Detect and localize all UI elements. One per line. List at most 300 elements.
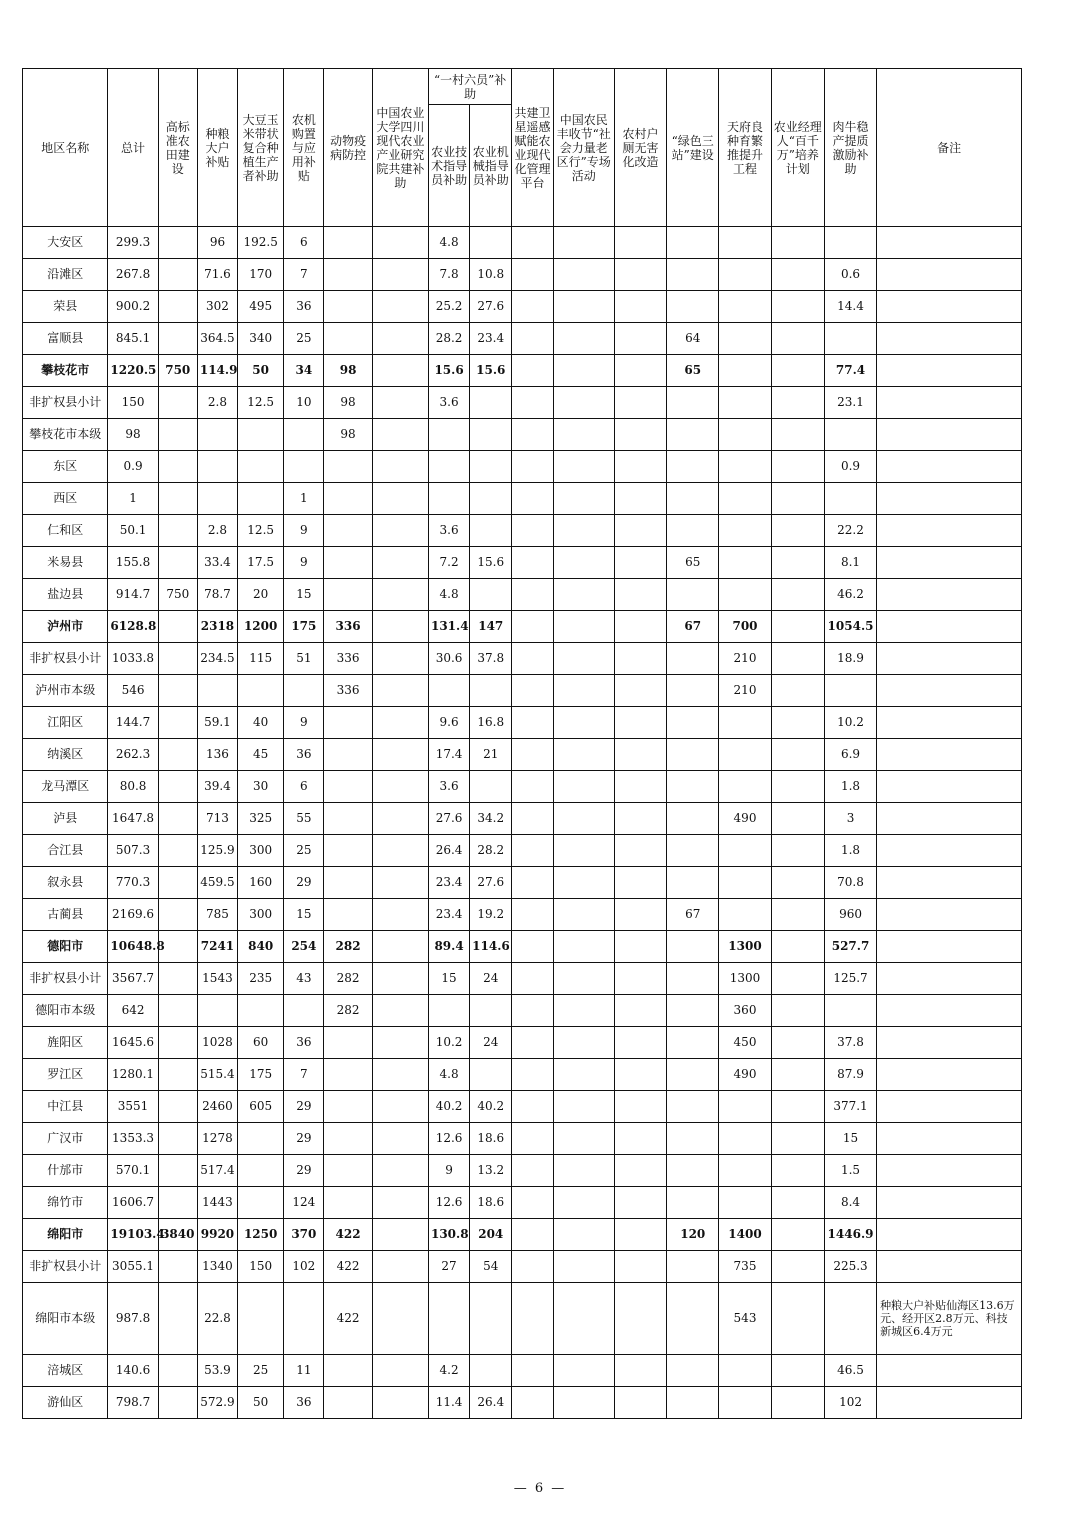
value-cell xyxy=(553,1187,614,1219)
value-cell: 336 xyxy=(324,675,372,707)
value-cell: 336 xyxy=(324,611,372,643)
value-cell xyxy=(372,899,428,931)
value-cell: 21 xyxy=(470,739,512,771)
value-cell: 300 xyxy=(238,835,284,867)
value-cell xyxy=(158,1155,197,1187)
value-cell: 262.3 xyxy=(108,739,158,771)
remark-cell xyxy=(877,419,1022,451)
value-cell xyxy=(512,1251,553,1283)
value-cell: 23.1 xyxy=(824,387,876,419)
region-name-cell: 罗江区 xyxy=(23,1059,108,1091)
value-cell: 840 xyxy=(238,931,284,963)
value-cell xyxy=(614,1059,666,1091)
value-cell xyxy=(324,867,372,899)
table-row xyxy=(23,803,1022,835)
table-row xyxy=(23,963,1022,995)
value-cell xyxy=(667,675,719,707)
value-cell xyxy=(158,995,197,1027)
value-cell: 1200 xyxy=(238,611,284,643)
value-cell xyxy=(614,451,666,483)
value-cell: 27.6 xyxy=(470,867,512,899)
value-cell: 114.9 xyxy=(197,355,237,387)
value-cell xyxy=(553,483,614,515)
value-cell: 65 xyxy=(667,547,719,579)
value-cell xyxy=(158,547,197,579)
value-cell: 25 xyxy=(238,1355,284,1387)
value-cell: 70.8 xyxy=(824,867,876,899)
value-cell: 2318 xyxy=(197,611,237,643)
value-cell xyxy=(824,227,876,259)
value-cell xyxy=(372,387,428,419)
value-cell xyxy=(553,867,614,899)
value-cell: 10 xyxy=(284,387,324,419)
header-toilet: 农村户厕无害化改造 xyxy=(614,69,666,227)
value-cell xyxy=(553,291,614,323)
region-name-cell: 非扩权县小计 xyxy=(23,1251,108,1283)
value-cell xyxy=(512,259,553,291)
remark-cell xyxy=(877,995,1022,1027)
value-cell xyxy=(614,1123,666,1155)
value-cell: 19.2 xyxy=(470,899,512,931)
value-cell: 33.4 xyxy=(197,547,237,579)
table-row xyxy=(23,355,1022,387)
value-cell xyxy=(614,1027,666,1059)
value-cell: 1645.6 xyxy=(108,1027,158,1059)
value-cell xyxy=(158,675,197,707)
value-cell: 1443 xyxy=(197,1187,237,1219)
value-cell: 517.4 xyxy=(197,1155,237,1187)
value-cell xyxy=(553,707,614,739)
value-cell xyxy=(771,707,824,739)
value-cell: 18.6 xyxy=(470,1187,512,1219)
value-cell xyxy=(324,259,372,291)
value-cell xyxy=(372,835,428,867)
value-cell xyxy=(238,1187,284,1219)
value-cell: 59.1 xyxy=(197,707,237,739)
value-cell xyxy=(512,835,553,867)
value-cell xyxy=(158,291,197,323)
value-cell xyxy=(771,611,824,643)
value-cell: 210 xyxy=(719,675,771,707)
region-name-cell: 荣县 xyxy=(23,291,108,323)
value-cell: 155.8 xyxy=(108,547,158,579)
value-cell: 24 xyxy=(470,1027,512,1059)
value-cell xyxy=(553,1219,614,1251)
value-cell: 125.9 xyxy=(197,835,237,867)
value-cell xyxy=(667,1251,719,1283)
value-cell xyxy=(771,771,824,803)
value-cell xyxy=(158,1059,197,1091)
value-cell xyxy=(614,963,666,995)
value-cell: 10.2 xyxy=(428,1027,469,1059)
value-cell: 267.8 xyxy=(108,259,158,291)
value-cell: 770.3 xyxy=(108,867,158,899)
table-row xyxy=(23,675,1022,707)
value-cell xyxy=(197,483,237,515)
value-cell: 1 xyxy=(284,483,324,515)
value-cell: 1340 xyxy=(197,1251,237,1283)
value-cell: 71.6 xyxy=(197,259,237,291)
value-cell xyxy=(771,643,824,675)
value-cell xyxy=(667,1387,719,1419)
value-cell: 6 xyxy=(284,771,324,803)
value-cell xyxy=(667,931,719,963)
value-cell xyxy=(512,547,553,579)
value-cell xyxy=(158,963,197,995)
value-cell xyxy=(719,1091,771,1123)
value-cell xyxy=(470,515,512,547)
value-cell xyxy=(771,1187,824,1219)
value-cell xyxy=(372,643,428,675)
value-cell: 115 xyxy=(238,643,284,675)
value-cell xyxy=(771,323,824,355)
value-cell: 23.4 xyxy=(428,899,469,931)
value-cell: 15.6 xyxy=(470,355,512,387)
value-cell: 150 xyxy=(238,1251,284,1283)
value-cell xyxy=(372,259,428,291)
value-cell: 6128.8 xyxy=(108,611,158,643)
value-cell: 987.8 xyxy=(108,1283,158,1355)
remark-cell xyxy=(877,643,1022,675)
remark-cell xyxy=(877,451,1022,483)
value-cell: 15 xyxy=(284,579,324,611)
value-cell: 507.3 xyxy=(108,835,158,867)
value-cell xyxy=(614,1155,666,1187)
value-cell: 370 xyxy=(284,1219,324,1251)
value-cell: 1647.8 xyxy=(108,803,158,835)
value-cell xyxy=(771,579,824,611)
value-cell: 53.9 xyxy=(197,1355,237,1387)
value-cell xyxy=(719,323,771,355)
region-name-cell: 旌阳区 xyxy=(23,1027,108,1059)
value-cell xyxy=(553,1283,614,1355)
value-cell: 87.9 xyxy=(824,1059,876,1091)
value-cell xyxy=(771,1123,824,1155)
value-cell xyxy=(667,867,719,899)
value-cell xyxy=(553,227,614,259)
value-cell xyxy=(512,1091,553,1123)
value-cell: 9 xyxy=(284,707,324,739)
value-cell xyxy=(614,803,666,835)
value-cell: 144.7 xyxy=(108,707,158,739)
value-cell: 17.5 xyxy=(238,547,284,579)
table-row xyxy=(23,1059,1022,1091)
value-cell: 300 xyxy=(238,899,284,931)
value-cell xyxy=(238,1123,284,1155)
value-cell: 114.6 xyxy=(470,931,512,963)
value-cell xyxy=(372,1059,428,1091)
value-cell xyxy=(324,1155,372,1187)
remark-cell xyxy=(877,1387,1022,1419)
value-cell: 22.8 xyxy=(197,1283,237,1355)
value-cell xyxy=(372,867,428,899)
value-cell xyxy=(372,1187,428,1219)
value-cell xyxy=(324,451,372,483)
remark-cell xyxy=(877,1155,1022,1187)
table-row xyxy=(23,931,1022,963)
value-cell xyxy=(553,355,614,387)
value-cell xyxy=(324,323,372,355)
value-cell xyxy=(372,1219,428,1251)
value-cell: 7 xyxy=(284,1059,324,1091)
value-cell: 1400 xyxy=(719,1219,771,1251)
value-cell xyxy=(667,387,719,419)
value-cell xyxy=(553,323,614,355)
value-cell xyxy=(238,675,284,707)
page-number: — 6 — xyxy=(513,1481,567,1496)
value-cell xyxy=(158,227,197,259)
remark-cell xyxy=(877,963,1022,995)
remark-cell xyxy=(877,227,1022,259)
value-cell xyxy=(324,739,372,771)
value-cell xyxy=(470,1283,512,1355)
value-cell: 29 xyxy=(284,1091,324,1123)
value-cell: 43 xyxy=(284,963,324,995)
remark-cell xyxy=(877,931,1022,963)
value-cell: 55 xyxy=(284,803,324,835)
value-cell: 12.5 xyxy=(238,387,284,419)
value-cell xyxy=(158,451,197,483)
value-cell xyxy=(719,899,771,931)
value-cell xyxy=(719,515,771,547)
value-cell xyxy=(512,1387,553,1419)
value-cell: 9 xyxy=(428,1155,469,1187)
value-cell: 515.4 xyxy=(197,1059,237,1091)
value-cell xyxy=(771,419,824,451)
value-cell xyxy=(372,227,428,259)
value-cell xyxy=(372,579,428,611)
value-cell: 490 xyxy=(719,1059,771,1091)
value-cell xyxy=(158,1355,197,1387)
value-cell xyxy=(470,995,512,1027)
value-cell: 235 xyxy=(238,963,284,995)
value-cell xyxy=(372,547,428,579)
value-cell xyxy=(553,931,614,963)
value-cell xyxy=(614,259,666,291)
value-cell: 225.3 xyxy=(824,1251,876,1283)
value-cell xyxy=(667,1283,719,1355)
value-cell xyxy=(824,323,876,355)
remark-cell xyxy=(877,1091,1022,1123)
header-green-stations: “绿色三站”建设 xyxy=(667,69,719,227)
value-cell: 7241 xyxy=(197,931,237,963)
header-harvest-festival: 中国农民丰收节“社会力量老区行”专场活动 xyxy=(553,69,614,227)
value-cell xyxy=(512,963,553,995)
value-cell xyxy=(372,675,428,707)
value-cell: 3.6 xyxy=(428,387,469,419)
value-cell xyxy=(470,579,512,611)
value-cell xyxy=(553,611,614,643)
header-mech-guide: 农业机械指导员补助 xyxy=(470,105,512,227)
region-name-cell: 大安区 xyxy=(23,227,108,259)
value-cell xyxy=(512,707,553,739)
value-cell xyxy=(470,419,512,451)
value-cell: 125.7 xyxy=(824,963,876,995)
value-cell xyxy=(667,227,719,259)
value-cell xyxy=(719,227,771,259)
header-region: 地区名称 xyxy=(23,69,108,227)
value-cell xyxy=(719,291,771,323)
value-cell xyxy=(771,899,824,931)
value-cell xyxy=(512,643,553,675)
table-row xyxy=(23,387,1022,419)
value-cell: 98 xyxy=(324,419,372,451)
value-cell: 1250 xyxy=(238,1219,284,1251)
value-cell xyxy=(470,675,512,707)
value-cell xyxy=(614,611,666,643)
value-cell xyxy=(238,995,284,1027)
value-cell xyxy=(512,899,553,931)
region-name-cell: 德阳市本级 xyxy=(23,995,108,1027)
value-cell xyxy=(614,1187,666,1219)
region-name-cell: 绵阳市本级 xyxy=(23,1283,108,1355)
region-name-cell: 绵竹市 xyxy=(23,1187,108,1219)
region-name-cell: 攀枝花市 xyxy=(23,355,108,387)
value-cell xyxy=(553,515,614,547)
value-cell: 1278 xyxy=(197,1123,237,1155)
value-cell xyxy=(238,483,284,515)
value-cell xyxy=(512,1155,553,1187)
value-cell xyxy=(553,899,614,931)
region-name-cell: 涪城区 xyxy=(23,1355,108,1387)
value-cell: 50 xyxy=(238,1387,284,1419)
value-cell xyxy=(614,355,666,387)
value-cell xyxy=(372,1123,428,1155)
value-cell: 282 xyxy=(324,963,372,995)
value-cell xyxy=(158,515,197,547)
value-cell: 130.8 xyxy=(428,1219,469,1251)
value-cell xyxy=(667,739,719,771)
value-cell xyxy=(553,1355,614,1387)
value-cell xyxy=(512,483,553,515)
value-cell: 1300 xyxy=(719,963,771,995)
value-cell: 36 xyxy=(284,739,324,771)
value-cell: 700 xyxy=(719,611,771,643)
value-cell xyxy=(372,291,428,323)
value-cell: 1606.7 xyxy=(108,1187,158,1219)
value-cell xyxy=(512,1123,553,1155)
value-cell xyxy=(512,739,553,771)
value-cell: 4.8 xyxy=(428,227,469,259)
header-epidemic: 动物疫病防控 xyxy=(324,69,372,227)
value-cell xyxy=(372,515,428,547)
region-name-cell: 中江县 xyxy=(23,1091,108,1123)
value-cell: 78.7 xyxy=(197,579,237,611)
value-cell: 23.4 xyxy=(428,867,469,899)
value-cell xyxy=(553,419,614,451)
remark-cell xyxy=(877,515,1022,547)
value-cell xyxy=(719,739,771,771)
remark-cell xyxy=(877,579,1022,611)
header-grain-subsidy: 种粮大户补贴 xyxy=(197,69,237,227)
table-row xyxy=(23,771,1022,803)
header-farmland: 高标准农田建设 xyxy=(158,69,197,227)
value-cell xyxy=(372,771,428,803)
value-cell xyxy=(324,1059,372,1091)
value-cell xyxy=(771,739,824,771)
value-cell: 1.8 xyxy=(824,835,876,867)
value-cell xyxy=(667,1091,719,1123)
value-cell: 377.1 xyxy=(824,1091,876,1123)
value-cell xyxy=(771,1355,824,1387)
value-cell: 1 xyxy=(108,483,158,515)
value-cell: 8.4 xyxy=(824,1187,876,1219)
value-cell: 10648.8 xyxy=(108,931,158,963)
value-cell: 80.8 xyxy=(108,771,158,803)
value-cell xyxy=(824,483,876,515)
value-cell xyxy=(614,387,666,419)
value-cell xyxy=(614,867,666,899)
value-cell xyxy=(372,419,428,451)
value-cell: 25 xyxy=(284,323,324,355)
table-row xyxy=(23,547,1022,579)
table-row xyxy=(23,1219,1022,1251)
value-cell xyxy=(771,515,824,547)
value-cell xyxy=(614,1251,666,1283)
value-cell xyxy=(238,451,284,483)
table-row xyxy=(23,899,1022,931)
value-cell xyxy=(158,419,197,451)
value-cell xyxy=(324,1355,372,1387)
value-cell xyxy=(197,995,237,1027)
value-cell xyxy=(719,1155,771,1187)
value-cell xyxy=(667,1187,719,1219)
value-cell xyxy=(512,387,553,419)
value-cell: 24 xyxy=(470,963,512,995)
table-row xyxy=(23,1251,1022,1283)
header-seed-project: 天府良种育繁推提升工程 xyxy=(719,69,771,227)
value-cell xyxy=(324,771,372,803)
value-cell xyxy=(667,803,719,835)
value-cell xyxy=(824,675,876,707)
remark-cell xyxy=(877,1355,1022,1387)
value-cell: 60 xyxy=(238,1027,284,1059)
region-name-cell: 泸州市本级 xyxy=(23,675,108,707)
value-cell xyxy=(158,803,197,835)
value-cell xyxy=(719,1355,771,1387)
value-cell xyxy=(512,1059,553,1091)
value-cell: 546 xyxy=(108,675,158,707)
header-group-one-village: “一村六员”补助 xyxy=(428,69,511,105)
value-cell xyxy=(667,1155,719,1187)
value-cell xyxy=(158,323,197,355)
region-name-cell: 什邡市 xyxy=(23,1155,108,1187)
value-cell xyxy=(372,995,428,1027)
value-cell xyxy=(372,1091,428,1123)
value-cell xyxy=(372,1027,428,1059)
value-cell: 18.9 xyxy=(824,643,876,675)
region-name-cell: 沿滩区 xyxy=(23,259,108,291)
value-cell xyxy=(824,419,876,451)
value-cell: 124 xyxy=(284,1187,324,1219)
value-cell xyxy=(284,419,324,451)
value-cell: 45 xyxy=(238,739,284,771)
value-cell: 900.2 xyxy=(108,291,158,323)
value-cell xyxy=(512,995,553,1027)
header-cau-institute: 中国农业大学四川现代农业产业研究院共建补助 xyxy=(372,69,428,227)
value-cell: 147 xyxy=(470,611,512,643)
value-cell xyxy=(512,355,553,387)
remark-cell xyxy=(877,867,1022,899)
value-cell: 14.4 xyxy=(824,291,876,323)
region-name-cell: 攀枝花市本级 xyxy=(23,419,108,451)
value-cell xyxy=(428,451,469,483)
region-name-cell: 非扩权县小计 xyxy=(23,387,108,419)
value-cell xyxy=(284,995,324,1027)
value-cell xyxy=(324,835,372,867)
remark-cell xyxy=(877,323,1022,355)
value-cell: 605 xyxy=(238,1091,284,1123)
